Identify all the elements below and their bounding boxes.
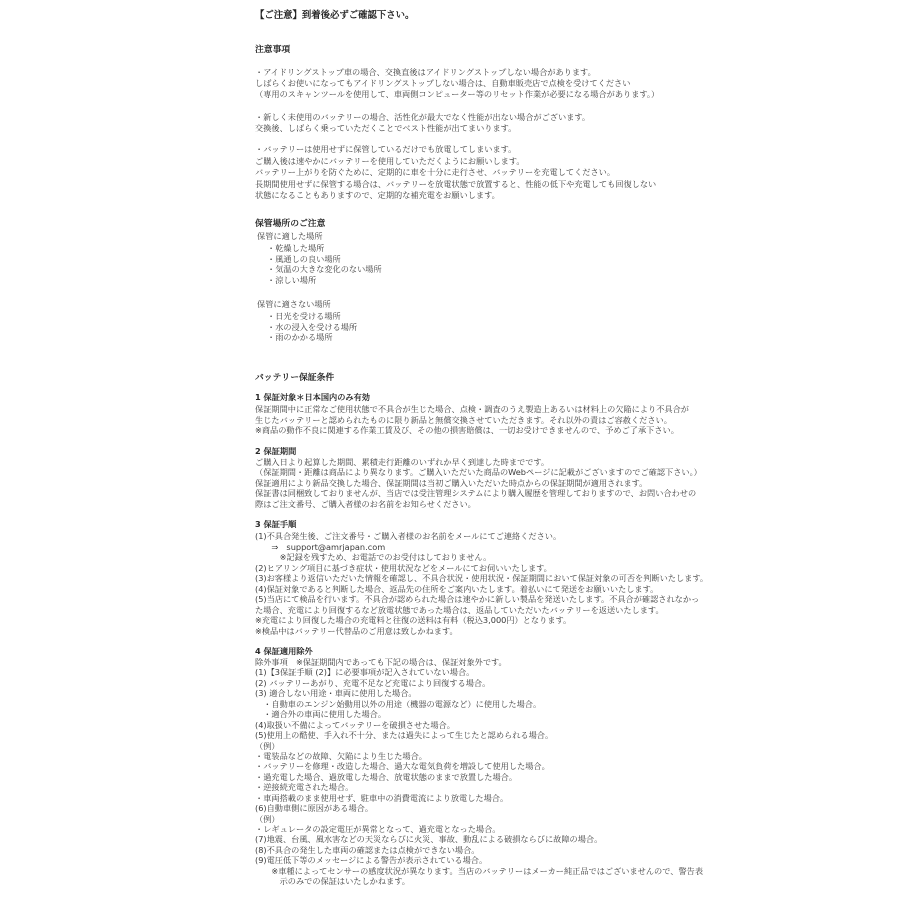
storage-unsuitable-label <box>257 298 657 310</box>
text-line: 生じたバッテリーと認められたものに限り新品と無償交換させていただきます。それ以外の責はご容赦ください。 <box>255 414 672 425</box>
text-line: (5)使用上の酷使、手入れ不十分、または過失によって生じたと認められる場合。 <box>255 730 554 741</box>
warranty-s1-lines <box>255 404 689 436</box>
warranty-s4-lines <box>255 657 704 887</box>
text-line: た場合、充電により回復するなど放電状態であった場合は、返品していただいたバッテリーを返送いたします。 <box>255 604 664 615</box>
text-line: ご購入後は速やかにバッテリーを使用していただくようにお願いします。 <box>255 155 525 166</box>
warranty-s1-title-text: 1 保証対象＊日本国内のみ有効 <box>255 392 370 402</box>
text-line: ・乾燥した場所 <box>267 243 325 253</box>
text-line: ・レギュレータの設定電圧が異常となって、過充電となった場合。 <box>255 824 501 834</box>
text-line: 際はご注文番号、ご購入者様のお名前をお知らせください。 <box>255 498 476 509</box>
text-line: ・バッテリーは使用せずに保管しているだけでも放電してしまいます。 <box>255 144 517 154</box>
text-line: ・適合外の車両に使用した場合。 <box>255 709 387 720</box>
support-email: ⇒ support@amrjapan.com <box>255 541 386 552</box>
text-line: ・涼しい場所 <box>267 275 317 286</box>
text-line: (9)電圧低下等のメッセージによる警告が表示されている場合。 <box>255 855 488 866</box>
warranty-s3-lines <box>255 531 709 636</box>
text-line: ※車種によってセンサーの感度状況が異なります。当店のバッテリーはメーカー純正品ではございませんので、警告表 <box>255 865 704 876</box>
text-line: (1)不具合発生後、ご注文番号・ご購入者様のお名前をメールにてご連絡ください。 <box>255 531 562 541</box>
warranty-s2-lines <box>255 457 702 509</box>
text-line: ・雨のかかる場所 <box>267 332 333 343</box>
page-title <box>255 10 655 22</box>
text-line: (2) バッテリーあがり、充電不足など充電により回復する場合。 <box>255 677 491 688</box>
notes-paragraph <box>255 112 655 134</box>
text-line: ※充電により回復した場合の充電料と往復の送料は有料（税込3,000円）となります。 <box>255 615 572 625</box>
text-line: ・気温の大きな変化のない場所 <box>267 264 382 275</box>
text-line: (5)当店にて検品を行います。不具合が認められた場合は速やかに新しい製品を発送いたします。不具合が確認されなかっ <box>255 594 700 604</box>
text-line: （例） <box>255 740 280 751</box>
text-line: ・自動車のエンジン始動用以外の用途（機器の電源など）に使用した場合。 <box>255 698 542 709</box>
text-line: 状態になることもありますので、定期的な補充電をお願いします。 <box>255 190 500 200</box>
notes-paragraph <box>255 67 660 100</box>
warranty-s3-title-text: 3 保証手順 <box>255 519 297 529</box>
warranty-s1-title <box>255 392 655 403</box>
text-line: 示のみでの保証はいたしかねます。 <box>255 876 410 887</box>
text-line: 保証書は同梱致しておりませんが、当店では受注管理システムにより購入履歴を管理しておりますので、お問い合わせの <box>255 488 697 499</box>
storage-unsuitable-label-text: 保管に適さない場所 <box>257 299 331 309</box>
page-title-text: 【ご注意】到着後必ずご確認下さい。 <box>255 10 415 21</box>
text-line: ※検品中はバッテリー代替品のご用意は致しかねます。 <box>255 625 458 636</box>
warranty-s2-title <box>255 446 655 457</box>
text-line: ・バッテリーを修理・改造した場合、過大な電気負荷を増設して使用した場合。 <box>255 761 550 772</box>
text-line: 長期間使用せずに保管する場合は、バッテリーを放電状態で放置すると、性能の低下や充電しても回復しない <box>255 178 657 189</box>
text-line: ・日光を受ける場所 <box>267 311 341 321</box>
text-line: (1)【3保証手順 (2)】に必要事項が記入されていない場合。 <box>255 667 475 678</box>
text-line: （例） <box>255 813 280 824</box>
text-line: 交換後、しばらく乗っていただくことでベスト性能が出てまいります。 <box>255 123 517 133</box>
text-line: ※商品の動作不良に関連する作業工賃及び、その他の損害賠償は、一切お受けできませんので、予めご了承下さい。 <box>255 425 679 436</box>
section-heading-warranty-text: バッテリー保証条件 <box>255 373 335 383</box>
notes-paragraph <box>255 144 655 202</box>
text-line: ・風通しの良い場所 <box>267 253 341 264</box>
text-line: （保証期間・距離は商品により異なります。ご購入いただいた商品のWebページに記載がございますのでご確認下さい。） <box>255 467 702 478</box>
text-line: 除外事項 ※保証期間内であっても下記の場合は、保証対象外です。 <box>255 657 507 667</box>
text-line: ・逆接続充電された場合。 <box>255 782 354 793</box>
warranty-s3-title <box>255 519 655 530</box>
text-line: ・水の浸入を受ける場所 <box>267 321 358 332</box>
storage-suitable-list <box>267 243 667 286</box>
text-line: ・過充電した場合、過放電した場合、放電状態のままで放置した場合。 <box>255 771 518 782</box>
warranty-s4-title <box>255 646 655 657</box>
text-line: しばらくお使いになってもアイドリングストップしない場合は、自動車販売店で点検を受けてください <box>255 78 631 88</box>
section-heading-notes <box>255 44 655 56</box>
text-line: 保証期間中に正常なご使用状態で不具合が生じた場合、点検・調査のうえ製造上あるいは材料上の欠陥により不具合が <box>255 404 689 414</box>
section-heading-notes-text: 注意事項 <box>255 45 291 55</box>
text-line: （専用のスキャンツールを使用して、車両側コンピューター等のリセット作業が必要になる場合があります。） <box>255 89 660 99</box>
section-heading-storage <box>255 218 655 230</box>
storage-unsuitable-list <box>267 311 667 343</box>
text-line: 保証適用により新品交換した場合、保証期間は当初ご購入いただいた時点からの保証期間が適用されます。 <box>255 477 648 488</box>
section-heading-storage-text: 保管場所のご注意 <box>255 219 326 229</box>
text-line: ・電装品などの故障、欠陥により生じた場合。 <box>255 750 427 761</box>
text-line: ご購入日より起算した期間、累積走行距離のいずれか早く到達した時までです。 <box>255 457 550 467</box>
warranty-s2-title-text: 2 保証期間 <box>255 446 297 456</box>
text-line: ・新しく未使用のバッテリーの場合、活性化が最大でなく性能が出ない場合がございます。 <box>255 112 591 122</box>
text-line: (3)お客様より返信いただいた情報を確認し、不具合状況・使用状況・保証期間において保証対象の可否を判断いたします。 <box>255 573 709 583</box>
text-line: (8)不具合の発生した車両の確認または点検ができない場合。 <box>255 844 480 855</box>
warranty-s4-title-text: 4 保証適用除外 <box>255 646 313 656</box>
text-line: (4)取扱い不備によってバッテリーを破損させた場合。 <box>255 719 455 730</box>
text-line: ・車両搭載のまま使用せず、駐車中の消費電流により放電した場合。 <box>255 792 509 803</box>
text-line: バッテリー上がりを防ぐために、定期的に車を十分に走行させ、バッテリーを充電してください。 <box>255 167 616 177</box>
text-line: (2)ヒアリング項目に基づき症状・使用状況などをメールにてお伺いいたします。 <box>255 562 552 573</box>
storage-suitable-label <box>257 230 657 242</box>
text-line: (3) 適合しない用途・車両に使用した場合。 <box>255 688 417 699</box>
text-line: ※記録を残すため、お電話でのお受付はしておりません。 <box>255 552 492 562</box>
text-line: (7)地震、台風、風水害などの天災ならびに火災、事故、動乱による破損ならびに故障の場合。 <box>255 834 603 845</box>
text-line: (6)自動車側に原因がある場合。 <box>255 803 374 814</box>
text-line: (4)保証対象であると判断した場合、返品先の住所をご案内いたします。着払いにて発送をお願いいたします。 <box>255 583 659 594</box>
section-heading-warranty <box>255 372 655 384</box>
storage-suitable-label-text: 保管に適した場所 <box>257 231 323 241</box>
text-line: ・アイドリングストップ車の場合、交換直後はアイドリングストップしない場合があります。 <box>255 67 596 77</box>
